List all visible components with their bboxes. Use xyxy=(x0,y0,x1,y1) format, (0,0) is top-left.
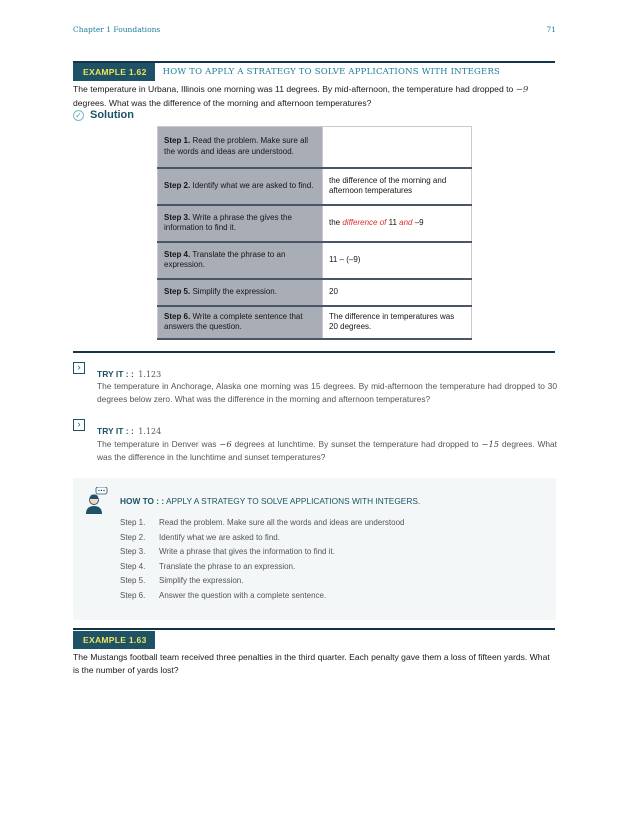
try-it-number: 1.123 xyxy=(138,370,162,379)
example-problem: The Mustangs football team received three penalties in the third quarter. Each penalty gave them a loss of fifteen yards. What is the number of yards lost? xyxy=(73,652,550,675)
list-item: Step 3. Write a phrase that gives the information to find it. xyxy=(120,547,335,556)
try-it-text: The temperature in Denver was −6 degrees at lunchtime. By sunset the temperature had dropped to −15 degrees. What was the difference in the lunchtime and sunset temperatures? xyxy=(97,439,557,462)
math-value: −15 xyxy=(481,439,500,449)
chapter-title: Chapter 1 Foundations xyxy=(73,25,161,34)
list-item: Step 6. Answer the question with a complete sentence. xyxy=(120,591,327,600)
example-problem xyxy=(73,83,557,109)
example-header xyxy=(73,630,155,648)
teacher-avatar-icon xyxy=(84,487,108,515)
table-row xyxy=(158,127,472,168)
result-cell xyxy=(323,127,472,168)
step-cell: Step 3. Write a phrase the gives the information to find it. xyxy=(158,205,323,242)
problem-math: −9 xyxy=(515,85,529,95)
result-cell: The difference in temperatures was 20 degrees. xyxy=(323,306,472,339)
list-item: Step 2. Identify what we are asked to find. xyxy=(120,533,280,542)
table-row xyxy=(158,279,472,306)
problem-text-a: The temperature in Urbana, Illinois one morning was 11 degrees. By mid-afternoon, the temperature had dropped to xyxy=(73,84,514,94)
try-it-label: TRY IT : : xyxy=(97,369,134,379)
result-cell: 20 xyxy=(323,279,472,306)
list-item: Step 5. Simplify the expression. xyxy=(120,576,244,585)
example-label: EXAMPLE 1.62 xyxy=(73,63,155,81)
table-row xyxy=(158,168,472,205)
try-it-number: 1.124 xyxy=(138,427,162,436)
result-cell: the difference of 11 and –9 xyxy=(323,205,472,242)
how-to-title xyxy=(120,496,420,506)
table-row xyxy=(158,205,472,242)
chevron-right-icon[interactable]: › xyxy=(73,419,85,431)
problem-text-b: degrees. What was the difference of the morning and afternoon temperatures? xyxy=(73,97,372,108)
solution-label: Solution xyxy=(90,109,134,121)
step-cell: Step 5. Simplify the expression. xyxy=(158,279,323,306)
list-item: Step 1. Read the problem. Make sure all the words and ideas are understood xyxy=(120,518,405,527)
how-to-label: HOW TO : : xyxy=(120,496,165,506)
step-cell: Step 4. Translate the phrase to an expression. xyxy=(158,242,323,279)
math-value: −6 xyxy=(219,439,232,449)
table-row xyxy=(158,242,472,279)
result-cell: 11 – (–9) xyxy=(323,242,472,279)
step-cell: Step 1. Read the problem. Make sure all the words and ideas are understood. xyxy=(158,127,323,168)
solution-heading xyxy=(73,109,134,121)
page-number: 71 xyxy=(546,25,556,34)
try-it-heading xyxy=(97,421,161,439)
example-header xyxy=(73,63,500,81)
step-cell: Step 2. Identify what we are asked to find. xyxy=(158,168,323,205)
list-item: Step 4. Translate the phrase to an expression. xyxy=(120,562,296,571)
example-title: HOW TO APPLY A STRATEGY TO SOLVE APPLICATIONS WITH INTEGERS xyxy=(162,67,501,77)
check-circle-icon: ✓ xyxy=(73,110,84,121)
chevron-right-icon[interactable]: › xyxy=(73,362,85,374)
result-cell: the difference of the morning and afternoon temperatures xyxy=(323,168,472,205)
try-it-label: TRY IT : : xyxy=(97,426,134,436)
try-it-text: The temperature in Anchorage, Alaska one morning was 15 degrees. By mid-afternoon the temperature had dropped to 30 degrees below zero. What was the difference in the morning and afternoon temperatures? xyxy=(97,381,557,404)
step-cell: Step 6. Write a complete sentence that answers the question. xyxy=(158,306,323,339)
example-bottom-rule xyxy=(73,351,555,353)
solution-steps-table xyxy=(157,126,472,340)
how-to-heading: APPLY A STRATEGY TO SOLVE APPLICATIONS WITH INTEGERS. xyxy=(165,496,421,506)
table-row xyxy=(158,306,472,339)
example-label: EXAMPLE 1.63 xyxy=(73,631,155,649)
